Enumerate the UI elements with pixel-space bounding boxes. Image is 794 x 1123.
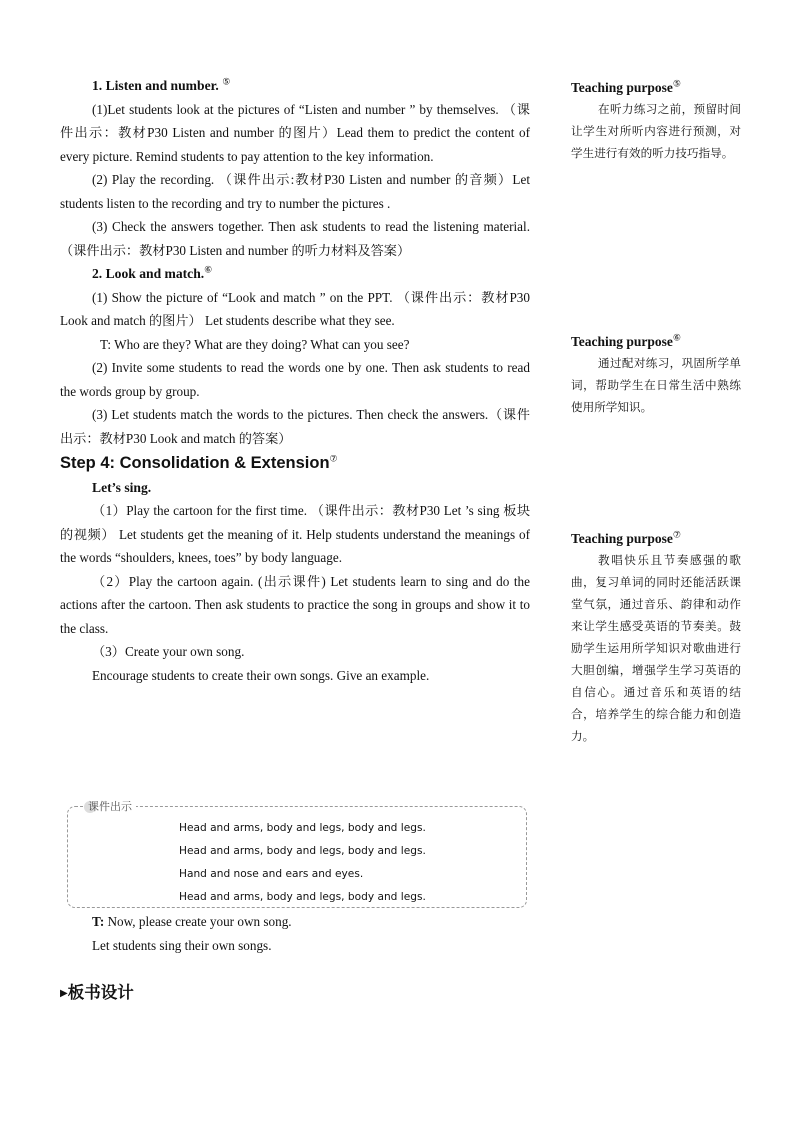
paragraph: (1)Let students look at the pictures of “Listen and number ” by themselves. （课件出示：教材P30 Listen and number 的图片）Lead them to predict the content of every picture. Remind students to pay attention to the key information. [60, 101, 530, 164]
lyric-line: Hand and nose and ears and eyes. [179, 868, 364, 880]
teaching-purpose-5: Teaching purpose⑤ 在听力练习之前，预留时间让学生对所听内容进行预测，对学生进行有效的听力技巧指导。 [571, 78, 741, 164]
paragraph: （3）Create your own song. [92, 644, 245, 659]
courseware-box [67, 800, 527, 908]
subheading-lets-sing: Let’s sing. [92, 479, 152, 495]
purpose-text: 在听力练习之前，预留时间让学生对所听内容进行预测，对学生进行有效的听力技巧指导。 [571, 102, 741, 160]
purpose-text: 教唱快乐且节奏感强的歌曲，复习单词的同时还能活跃课堂气氛，通过音乐、韵律和动作来让学生感受英语的节奏美。鼓励学生运用所学知识对歌曲进行大胆创编，增强学生学习英语的自信心。通过音乐和英语的结合，培养学生的综合能力和创造力。 [571, 553, 741, 743]
paragraph: (3) Check the answers together. Then ask students to read the listening material. （课件出示：教材P30 Listen and number 的听力材料及答案） [60, 219, 530, 258]
section-heading-listen-number: 1. Listen and number. ⑤ [92, 76, 231, 93]
lesson-body [60, 74, 530, 687]
song-lyrics [179, 817, 426, 909]
triangle-bullet-icon: ▶ [60, 988, 68, 999]
step-heading: Step 4: Consolidation & Extension⑦ [60, 453, 338, 472]
paragraph: （2）Play the cartoon again. (出示课件) Let students learn to sing and do the actions after the cartoon. Then ask students to practice the song in groups and show it to the class. [60, 573, 530, 636]
paragraph: Let students sing their own songs. [92, 937, 272, 953]
ref-mark: ⑤ [222, 76, 231, 87]
ref-mark: ⑦ [329, 453, 338, 464]
section-heading-look-match: 2. Look and match.⑥ [92, 264, 213, 281]
ref-mark: ⑥ [204, 264, 213, 275]
paragraph: (3) Let students match the words to the pictures. Then check the answers.（课件出示：教材P30 Look and match 的答案） [60, 407, 530, 446]
courseware-tag: 课件出示 [84, 798, 136, 814]
closing-lines [60, 910, 530, 957]
dialogue-line: T: Who are they? What are they doing? What can you see? [100, 336, 410, 352]
paragraph: (2) Invite some students to read the words one by one. Then ask students to read the words group by group. [60, 360, 530, 399]
teacher-line: T: Now, please create your own song. [92, 914, 292, 929]
paragraph: (1) Show the picture of “Look and match ” on the PPT. （课件出示：教材P30 Look and match 的图片） Let students describe what they see. [60, 289, 530, 328]
paragraph: （1）Play the cartoon for the first time. （课件出示：教材P30 Let ’s sing 板块的视频） Let students get the meaning of it. Help students understand the meanings of the words “shoulders, knees, toes” by body language. [60, 503, 531, 565]
lyric-line: Head and arms, body and legs, body and legs. [179, 822, 426, 834]
teaching-purpose-7: Teaching purpose⑦ 教唱快乐且节奏感强的歌曲，复习单词的同时还能活跃课堂气氛，通过音乐、韵律和动作来让学生感受英语的节奏美。鼓励学生运用所学知识对歌曲进行大胆创编，增强学生学习英语的自信心。通过音乐和英语的结合，培养学生的综合能力和创造力。 [571, 529, 741, 747]
board-design-heading: ▶板书设计 [60, 983, 134, 1002]
paragraph: Encourage students to create their own songs. Give an example. [92, 667, 430, 683]
teaching-purpose-6: Teaching purpose⑥ 通过配对练习，巩固所学单词，帮助学生在日常生活中熟练使用所学知识。 [571, 332, 741, 418]
purpose-text: 通过配对练习，巩固所学单词，帮助学生在日常生活中熟练使用所学知识。 [571, 356, 741, 414]
lyric-line: Head and arms, body and legs, body and legs. [179, 845, 426, 857]
lyric-line: Head and arms, body and legs, body and legs. [179, 891, 426, 903]
paragraph: (2) Play the recording. （课件出示:教材P30 Listen and number 的音频）Let students listen to the recording and try to number the pictures . [60, 172, 530, 211]
